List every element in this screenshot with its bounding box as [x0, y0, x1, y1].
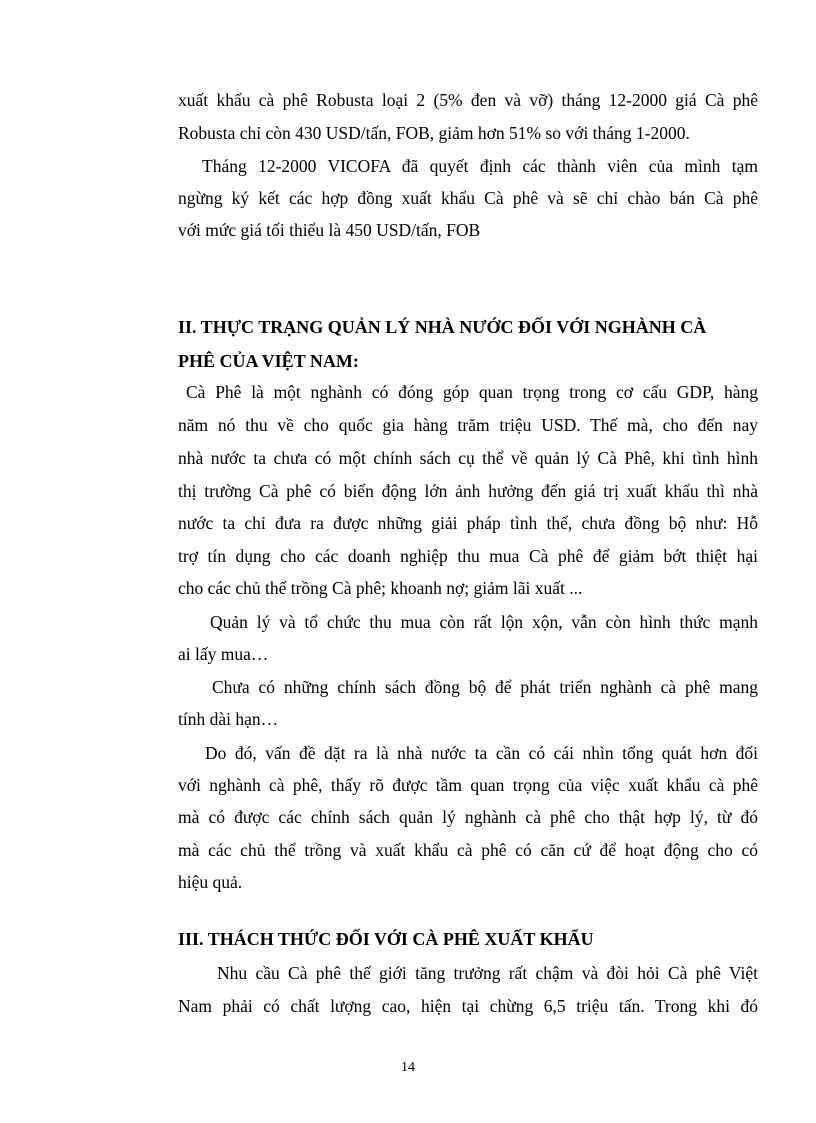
- section-heading: III. THÁCH THỨC ĐỐI VỚI CÀ PHÊ XUẤT KHẨU: [178, 929, 594, 949]
- paragraph-line: năm nó thu về cho quốc gia hàng trăm triệu USD. Thế mà, cho đến nay: [178, 415, 758, 435]
- paragraph-line: trợ tín dụng cho các doanh nghiệp thu mua Cà phê để giảm bớt thiệt hại: [178, 546, 758, 566]
- paragraph-line: Robusta chỉ còn 430 USD/tấn, FOB, giảm hơn 51% so với tháng 1-2000.: [178, 123, 690, 143]
- section-heading: PHÊ CỦA VIỆT NAM:: [178, 351, 359, 371]
- paragraph-line: mà có được các chính sách quản lý nghành cà phê cho thật hợp lý, từ đó: [178, 807, 758, 827]
- section-heading: II. THỰC TRẠNG QUẢN LÝ NHÀ NƯỚC ĐỐI VỚI NGHÀNH CÀ: [178, 317, 707, 337]
- paragraph-line: Tháng 12-2000 VICOFA đã quyết định các thành viên của mình tạm: [202, 156, 758, 176]
- paragraph-line: ai lấy mua…: [178, 644, 269, 664]
- paragraph-line: mà các chủ thể trồng và xuất khẩu cà phê có căn cứ để hoạt động cho có: [178, 840, 758, 860]
- paragraph-line: Nam phải có chất lượng cao, hiện tại chừng 6,5 triệu tấn. Trong khi đó: [178, 996, 758, 1016]
- paragraph-line: Chưa có những chính sách đồng bộ để phát triển nghành cà phê mang: [212, 677, 758, 697]
- paragraph-line: với mức giá tối thiểu là 450 USD/tấn, FOB: [178, 220, 481, 240]
- paragraph-line: với nghành cà phê, thấy rõ được tầm quan trọng của việc xuất khẩu cà phê: [178, 775, 758, 795]
- paragraph-line: thị trường Cà phê có biến động lớn ảnh hưởng đến giá trị xuất khẩu thì nhà: [178, 481, 758, 501]
- paragraph-line: cho các chủ thể trồng Cà phê; khoanh nợ; giảm lãi xuất ...: [178, 578, 583, 598]
- paragraph-line: Quản lý và tổ chức thu mua còn rất lộn xộn, vẫn còn hình thức mạnh: [210, 612, 758, 632]
- paragraph-line: tính dài hạn…: [178, 709, 279, 729]
- paragraph-line: hiệu quả.: [178, 872, 243, 892]
- paragraph-line: nhà nước ta chưa có một chính sách cụ thể về quản lý Cà Phê, khi tình hình: [178, 448, 758, 468]
- paragraph-line: Cà Phê là một nghành có đóng góp quan trọng trong cơ cấu GDP, hàng: [186, 382, 758, 402]
- paragraph-line: ngừng ký kết các hợp đồng xuất khẩu Cà phê và sẽ chỉ chào bán Cà phê: [178, 188, 758, 208]
- paragraph-line: nước ta chỉ đưa ra được những giải pháp tình thế, chưa đồng bộ như: Hỗ: [178, 513, 758, 533]
- paragraph-line: xuất khẩu cà phê Robusta loại 2 (5% đen và vỡ) tháng 12-2000 giá Cà phê: [178, 90, 758, 110]
- page-number: 14: [401, 1060, 415, 1075]
- paragraph-line: Do đó, vấn đề dặt ra là nhà nước ta cần có cái nhìn tổng quát hơn đối: [205, 743, 758, 763]
- paragraph-line: Nhu cầu Cà phê thế giới tăng trưởng rất chậm và đòi hỏi Cà phê Việt: [217, 963, 758, 983]
